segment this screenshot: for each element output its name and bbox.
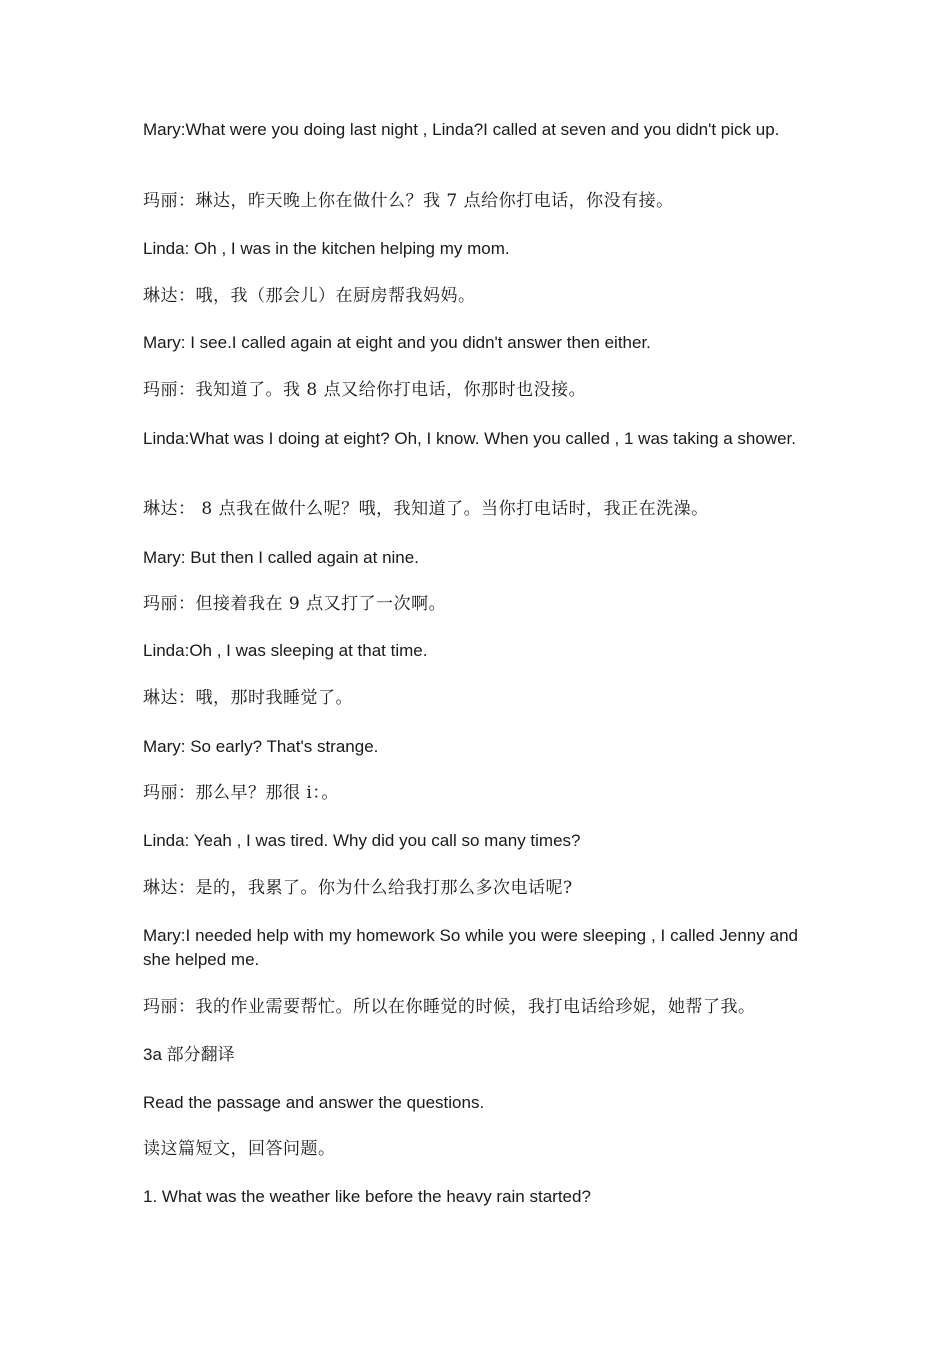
dialogue-line-zh: 玛丽：但接着我在 9 点又打了一次啊。 [143,594,447,614]
instruction-en: Read the passage and answer the questions. [143,1093,485,1112]
dialogue-line-en: Linda: Oh , I was in the kitchen helping my mom. [143,239,510,258]
dialogue-line-en: Mary: So early? That's strange. [143,737,379,756]
dialogue-line-zh: 玛丽：我知道了。我 8 点又给你打电话，你那时也没接。 [143,380,587,400]
dialogue-line-en: Mary:I needed help with my homework So while you were sleeping , I called Jenny and she helped me. [143,926,798,969]
dialogue-line-zh: 玛丽：琳达，昨天晚上你在做什么？我 7 点给你打电话，你没有接。 [143,191,674,211]
dialogue-line-en: Mary: I see.I called again at eight and you didn't answer then either. [143,333,651,352]
dialogue-line-en: Linda: Yeah , I was tired. Why did you call so many times? [143,831,581,850]
dialogue-line-en: Linda:Oh , I was sleeping at that time. [143,641,428,660]
dialogue-line-zh: 琳达：哦，那时我睡觉了。 [143,688,353,708]
question-item: 1. What was the weather like before the heavy rain started? [143,1187,591,1206]
dialogue-line-zh: 琳达：哦，我（那会儿）在厨房帮我妈妈。 [143,286,476,306]
dialogue-line-zh: 玛丽：那么早？那很 i：。 [143,783,339,803]
dialogue-line-zh: 琳达：是的，我累了。你为什么给我打那么多次电话呢? [143,878,573,898]
dialogue-line-en: Mary:What were you doing last night , Linda?I called at seven and you didn't pick up. [143,120,780,139]
dialogue-line-zh: 琳达： 8 点我在做什么呢？哦，我知道了。当你打电话时，我正在洗澡。 [143,499,709,519]
dialogue-line-en: Linda:What was I doing at eight? Oh, I know. When you called , 1 was taking a shower. [143,429,796,448]
dialogue-line-en: Mary: But then I called again at nine. [143,548,419,567]
dialogue-line-zh: 玛丽：我的作业需要帮忙。所以在你睡觉的时候，我打电话给珍妮，她帮了我。 [143,997,756,1017]
instruction-zh: 读这篇短文，回答问题。 [143,1139,336,1159]
section-heading: 3a 部分翻译 [143,1045,235,1064]
